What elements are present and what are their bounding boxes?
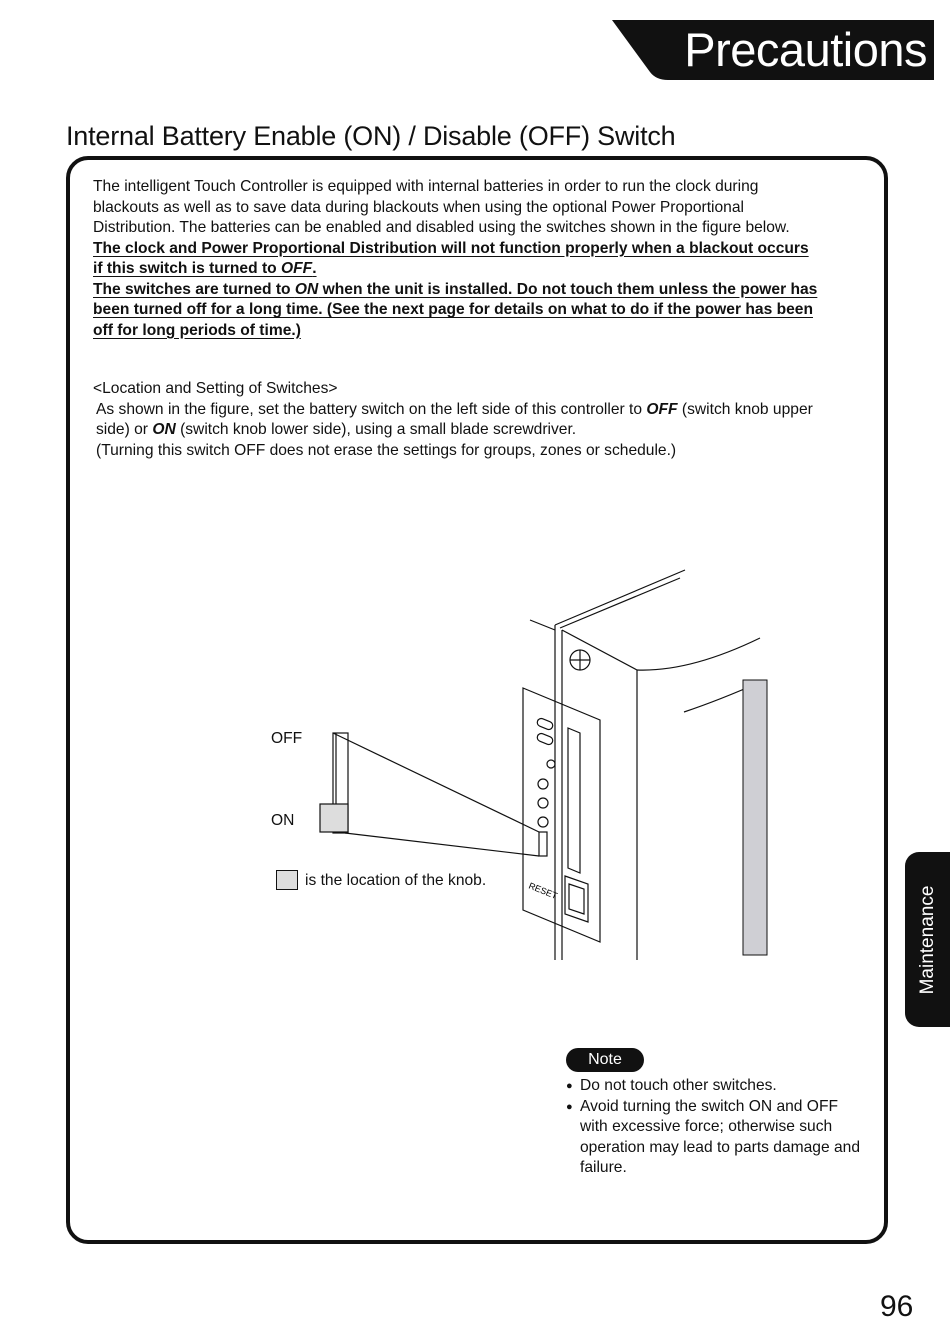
warning-line xyxy=(93,321,873,342)
knob-legend-text: is the location of the knob. xyxy=(305,872,487,889)
location-text-part: (switch knob upper xyxy=(677,400,813,418)
diagram-edge xyxy=(560,578,680,628)
warning-line xyxy=(93,259,873,280)
side-tab-maintenance xyxy=(905,852,950,1027)
card-slot xyxy=(568,728,580,873)
warning-line xyxy=(93,300,873,321)
callout-line xyxy=(333,733,539,832)
indicator-icon xyxy=(547,760,555,768)
indicator-icon xyxy=(538,798,548,808)
location-text-part: side) or xyxy=(96,421,153,438)
diagram-edge xyxy=(530,620,555,630)
page-number: 96 xyxy=(880,1290,914,1323)
warning-text: The clock and Power Proportional Distribution will not function properly when a blackout occurs xyxy=(93,239,809,257)
location-heading: <Location and Setting of Switches> xyxy=(93,380,338,397)
warning-text: when the unit is installed. Do not touch them unless the power has xyxy=(318,280,818,298)
location-line xyxy=(93,420,873,441)
indicator-icon xyxy=(536,732,554,745)
side-tab-label: Maintenance xyxy=(916,885,938,994)
battery-switch xyxy=(539,832,547,856)
location-text xyxy=(93,379,873,461)
warning-text: The switches are turned to xyxy=(93,280,295,298)
note-item: ● Avoid turning the switch ON and OFF with excessive force; otherwise such operation may lead to parts damage and failure. xyxy=(566,1097,866,1179)
intro-line: blackouts as well as to save data during blackouts when using the optional Power Proportional xyxy=(93,198,744,216)
callout-line xyxy=(345,833,539,856)
location-text-part: As shown in the figure, set the battery switch on the left side of this controller to xyxy=(96,400,647,418)
indicator-icon xyxy=(538,779,548,789)
off-label: OFF xyxy=(271,730,303,747)
reset-label: RESET xyxy=(527,880,559,902)
reset-button xyxy=(569,884,584,914)
warning-line xyxy=(93,280,873,301)
location-line: (Turning this switch OFF does not erase the settings for groups, zones or schedule.) xyxy=(96,441,677,459)
note-item: ● Do not touch other switches. xyxy=(566,1076,866,1097)
section-title: Internal Battery Enable (ON) / Disable (OFF) Switch xyxy=(66,121,676,151)
location-off: OFF xyxy=(646,400,678,418)
indicator-icon xyxy=(536,717,554,730)
warning-text: . xyxy=(312,260,317,277)
switch-diagram xyxy=(260,560,780,960)
location-line xyxy=(93,400,873,421)
header-tab xyxy=(612,20,934,80)
warning-off: OFF xyxy=(281,260,313,277)
diagram-edge xyxy=(555,570,685,625)
side-shade xyxy=(743,680,767,955)
warning-text: if this switch is turned to xyxy=(93,260,282,277)
location-text-part: (switch knob lower side), using a small blade screwdriver. xyxy=(175,421,577,438)
switch-knob xyxy=(320,804,348,832)
indicator-icon xyxy=(538,817,548,827)
page-title: Precautions xyxy=(684,23,927,76)
location-on: ON xyxy=(152,421,176,438)
diagram-edge xyxy=(637,638,760,670)
on-label: ON xyxy=(271,812,295,829)
intro-line: The intelligent Touch Controller is equipped with internal batteries in order to run the clock during xyxy=(93,178,759,195)
note-badge: Note xyxy=(566,1048,644,1072)
knob-legend-swatch xyxy=(276,870,298,890)
warning-on: ON xyxy=(294,280,319,298)
warning-text: off for long periods of time.) xyxy=(93,321,301,339)
intro-line: Distribution. The batteries can be enabled and disabled using the switches shown in the figure below. xyxy=(93,219,790,236)
diagram-edge xyxy=(562,630,637,670)
warning-text: been turned off for a long time. (See the next page for details on what to do if the power has been xyxy=(93,301,813,318)
intro-text xyxy=(93,177,873,341)
note-list xyxy=(566,1076,866,1179)
warning-line xyxy=(93,239,873,260)
